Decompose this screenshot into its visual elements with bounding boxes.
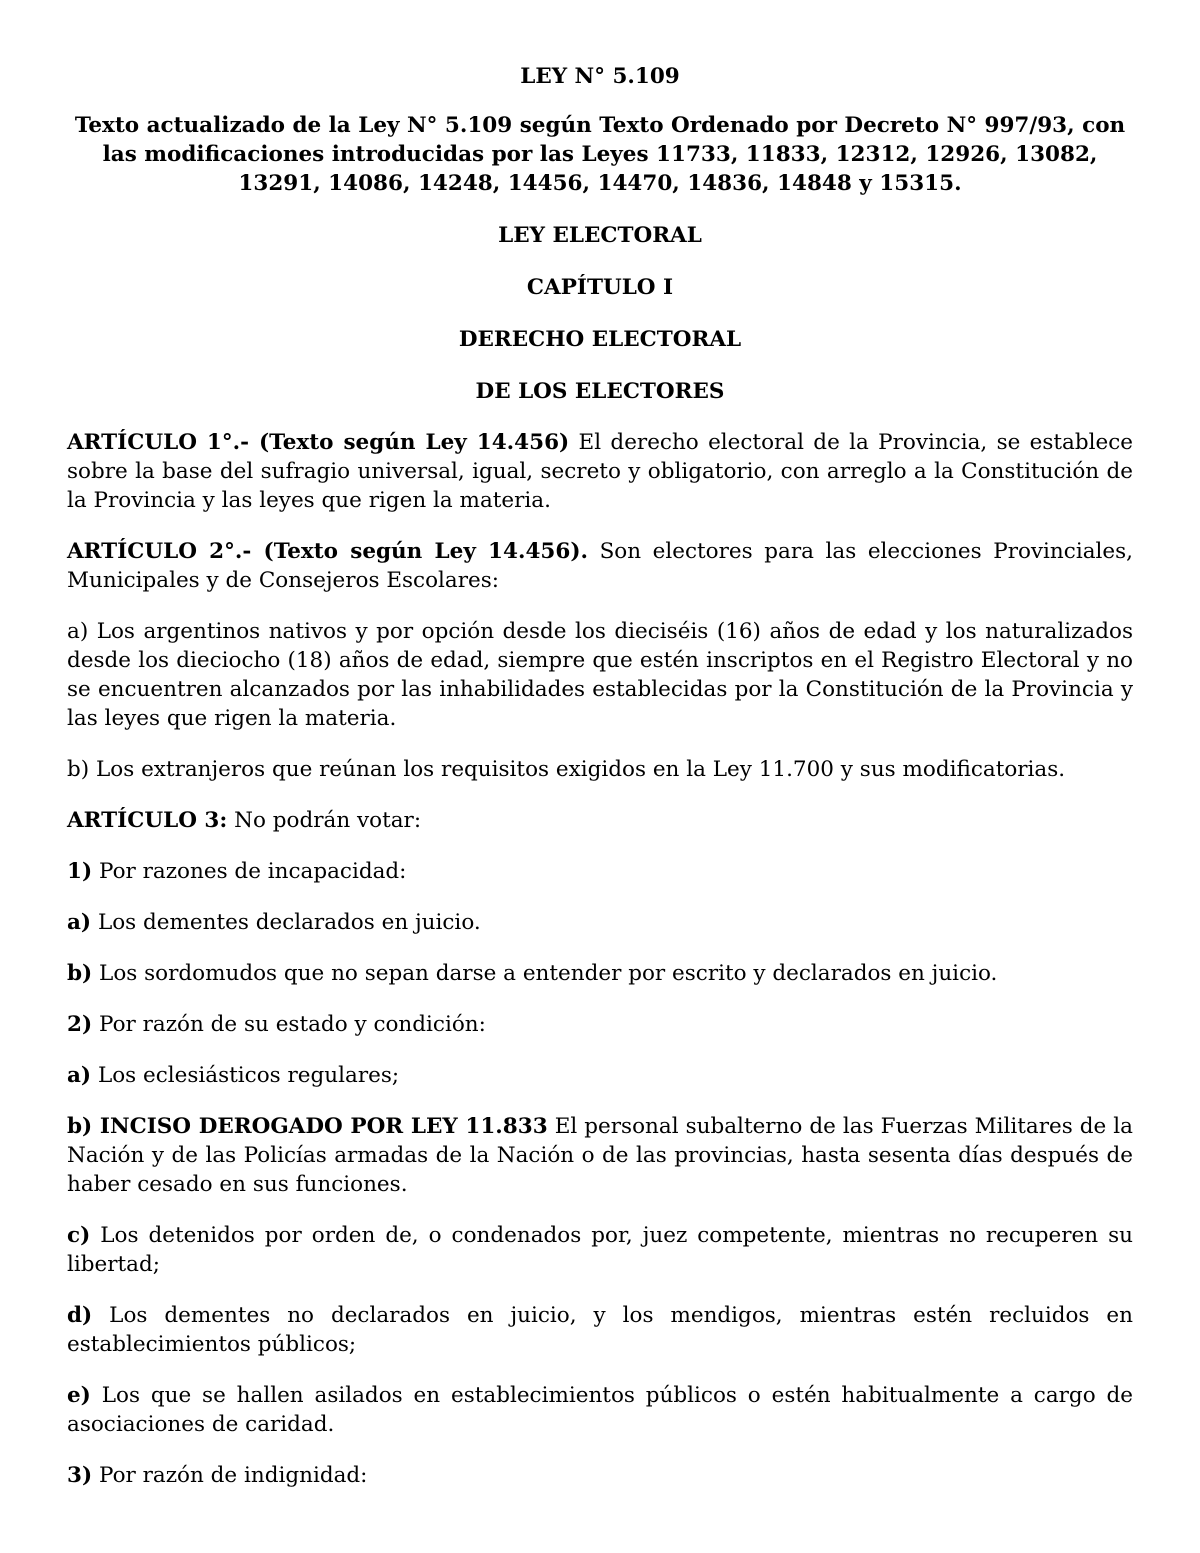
paragraph-lead: 1) — [67, 859, 93, 884]
document-page — [67, 62, 1133, 1512]
paragraph-lead: e) — [67, 1383, 91, 1408]
article-3-item-3 — [67, 1461, 1133, 1490]
article-3-item-2 — [67, 1010, 1133, 1039]
paragraph-text: El derecho electoral de la Provincia, se establece sobre la base del sufragio universal, igual, secreto y obligatorio, con arreglo a la Constitución de la Provincia y las leyes que rigen la materia. — [67, 430, 1133, 513]
paragraph-text: b) Los extranjeros que reúnan los requisitos exigidos en la Ley 11.700 y sus modificatorias. — [67, 757, 1066, 782]
article-3-item-1 — [67, 857, 1133, 886]
paragraph-lead: ARTÍCULO 2°.- (Texto según Ley 14.456). — [67, 539, 588, 564]
paragraph-text: No podrán votar: — [227, 808, 422, 833]
paragraph-text: Los sordomudos que no sepan darse a entender por escrito y declarados en juicio. — [92, 961, 998, 986]
paragraph-text: Los que se hallen asilados en establecimientos públicos o estén habitualmente a cargo de asociaciones de caridad. — [67, 1383, 1133, 1437]
paragraph-text: Los eclesiásticos regulares; — [91, 1063, 400, 1088]
paragraph-text: Por razones de incapacidad: — [92, 859, 407, 884]
article-3 — [67, 806, 1133, 835]
paragraph-lead: 2) — [67, 1012, 93, 1037]
article-3-item-2c — [67, 1221, 1133, 1279]
paragraph-lead: b) INCISO DEROGADO POR LEY 11.833 — [67, 1114, 548, 1139]
paragraph-text: Los detenidos por orden de, o condenados por, juez competente, mientras no recuperen su libertad; — [67, 1223, 1133, 1277]
paragraph-lead: c) — [67, 1223, 91, 1248]
article-2-item-a — [67, 617, 1133, 733]
paragraph-lead: a) — [67, 1063, 92, 1088]
article-3-item-2d — [67, 1301, 1133, 1359]
article-2 — [67, 537, 1133, 595]
article-3-item-1a — [67, 908, 1133, 937]
section-title-heading: DE LOS ELECTORES — [475, 379, 725, 404]
article-2-item-b — [67, 755, 1133, 784]
paragraph-lead: b) — [67, 961, 93, 986]
paragraph-text: a) Los argentinos nativos y por opción desde los dieciséis (16) años de edad y los naturalizados desde los dieciocho (18) años de edad, siempre que estén inscriptos en el Registro Electoral y no se encuentren alcanzados por las inhabilidades establecidas por la Constitución de la Provincia y las leyes que rigen la materia. — [67, 619, 1133, 731]
paragraph-text: El personal subalterno de las Fuerzas Militares de la Nación y de las Policías armadas de la Nación o de las provincias, hasta sesenta días después de haber cesado en sus funciones. — [67, 1114, 1133, 1197]
paragraph-text: Por razón de indignidad: — [92, 1463, 368, 1488]
article-3-item-2b — [67, 1112, 1133, 1199]
paragraph-lead: a) — [67, 910, 92, 935]
article-3-item-1b — [67, 959, 1133, 988]
paragraph-text: Los dementes declarados en juicio. — [91, 910, 481, 935]
chapter-title-heading: DERECHO ELECTORAL — [458, 327, 742, 352]
article-1 — [67, 428, 1133, 515]
paragraph-text: Los dementes no declarados en juicio, y los mendigos, mientras estén recluidos en establecimientos públicos; — [67, 1303, 1133, 1357]
paragraph-lead: 3) — [67, 1463, 93, 1488]
paragraph-text: Por razón de su estado y condición: — [92, 1012, 486, 1037]
article-3-item-2a — [67, 1061, 1133, 1090]
paragraph-lead: d) — [67, 1303, 93, 1328]
law-subtitle: Texto actualizado de la Ley N° 5.109 según Texto Ordenado por Decreto N° 997/93, con las modificaciones introducidas por las Leyes 11733, 11833, 12312, 12926, 13082, 13291, 14086, 14248, 14456, 14470, 14836, 14848 y 15315. — [74, 113, 1126, 196]
article-3-item-2e — [67, 1381, 1133, 1439]
law-title: LEY N° 5.109 — [520, 64, 680, 89]
paragraph-lead: ARTÍCULO 3: — [67, 808, 228, 833]
chapter-heading: CAPÍTULO I — [526, 275, 674, 300]
paragraph-lead: ARTÍCULO 1°.- (Texto según Ley 14.456) — [67, 430, 570, 455]
law-name-heading: LEY ELECTORAL — [498, 223, 702, 248]
paragraph-text: Son electores para las elecciones Provinciales, Municipales y de Consejeros Escolares: — [67, 539, 1133, 593]
